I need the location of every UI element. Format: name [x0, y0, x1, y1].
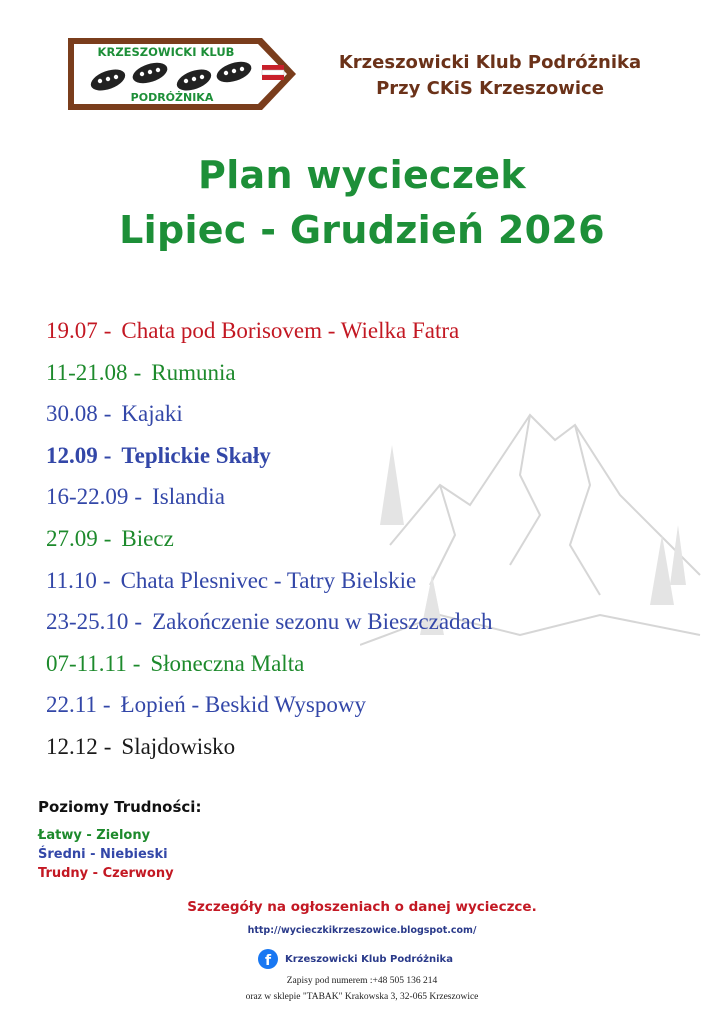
trip-name: Islandia — [152, 484, 225, 510]
club-name-line2: Przy CKiS Krzeszowice — [376, 78, 604, 99]
trip-date: 23-25.10 — [46, 609, 129, 635]
trip-name: Slajdowisko — [121, 733, 236, 759]
trip-item — [46, 684, 686, 726]
trip-date: 19.07 — [46, 318, 98, 343]
trip-separator: - — [103, 525, 112, 551]
trip-date: 12.12 — [46, 733, 98, 759]
club-name-line1: Krzeszowicki Klub Podróżnika — [338, 52, 642, 73]
trip-name: Rumunia — [151, 359, 236, 385]
trip-separator: - — [103, 318, 112, 343]
trip-separator: - — [134, 609, 143, 635]
trip-name: Zakończenie sezonu w Bieszczadach — [152, 609, 493, 635]
facebook-icon: f — [258, 949, 278, 969]
signpost-logo-graphic — [66, 36, 298, 118]
trip-item — [46, 726, 686, 768]
legend-item-medium: Średni - Niebieski — [38, 847, 168, 862]
club-logo — [66, 36, 298, 118]
trip-item — [46, 393, 686, 435]
trip-item — [46, 560, 686, 602]
trip-date: 22.11 — [46, 692, 97, 718]
trip-item — [46, 310, 686, 352]
trip-separator: - — [103, 401, 112, 427]
trip-date: 30.08 — [46, 401, 98, 427]
trip-name: Chata pod Borisovem - Wielka Fatra — [121, 318, 460, 343]
trip-date: 11.10 — [46, 567, 97, 593]
trip-date: 16-22.09 — [46, 484, 129, 510]
contact-phone: Zapisy pod numerem :+48 505 136 214 — [286, 976, 438, 986]
legend-item-easy: Łatwy - Zielony — [38, 828, 151, 843]
trip-separator: - — [134, 484, 143, 510]
trip-name: Biecz — [121, 525, 174, 551]
trip-list — [46, 310, 686, 768]
trip-name: Chata Plesnivec - Tatry Bielskie — [120, 567, 417, 593]
trip-date: 07-11.11 — [46, 650, 127, 676]
club-name — [310, 50, 670, 102]
facebook-label: Krzeszowicki Klub Podróżnika — [285, 953, 453, 965]
trip-separator: - — [102, 567, 111, 593]
trip-item — [46, 643, 686, 685]
trip-name: Słoneczna Malta — [150, 650, 305, 676]
trip-item — [46, 476, 686, 518]
trip-separator: - — [102, 692, 111, 718]
blog-link[interactable]: http://wycieczkikrzeszowice.blogspot.com/ — [247, 925, 477, 936]
facebook-link[interactable] — [258, 948, 453, 970]
trip-separator: - — [132, 650, 141, 676]
page-title-line2: Lipiec - Grudzień 2026 — [119, 208, 605, 252]
logo-top-text: KRZESZOWICKI KLUB — [97, 45, 235, 59]
trip-name: Kajaki — [121, 401, 183, 427]
legend-item-hard: Trudny - Czerwony — [38, 866, 174, 881]
page-title-line1: Plan wycieczek — [198, 153, 526, 197]
trip-item — [46, 518, 686, 560]
details-note: Szczegóły na ogłoszeniach o danej wycieczce. — [187, 899, 537, 915]
trip-name: Teplickie Skały — [121, 442, 271, 468]
trip-date: 12.09 — [46, 442, 98, 468]
trip-date: 11-21.08 — [46, 359, 128, 385]
trip-separator: - — [103, 733, 112, 759]
trip-name: Łopień - Beskid Wyspowy — [120, 692, 366, 718]
trip-separator: - — [133, 359, 142, 385]
trip-item — [46, 352, 686, 394]
trip-date: 27.09 — [46, 525, 98, 551]
trip-item — [46, 601, 686, 643]
difficulty-legend-title: Poziomy Trudności: — [38, 798, 202, 816]
contact-address: oraz w sklepie "TABAK" Krakowska 3, 32-065 Krzeszowice — [245, 992, 479, 1002]
logo-bottom-text: PODRÓŻNIKA — [130, 91, 214, 104]
trip-separator: - — [103, 442, 112, 468]
trip-item — [46, 435, 686, 477]
difficulty-legend — [38, 826, 174, 883]
